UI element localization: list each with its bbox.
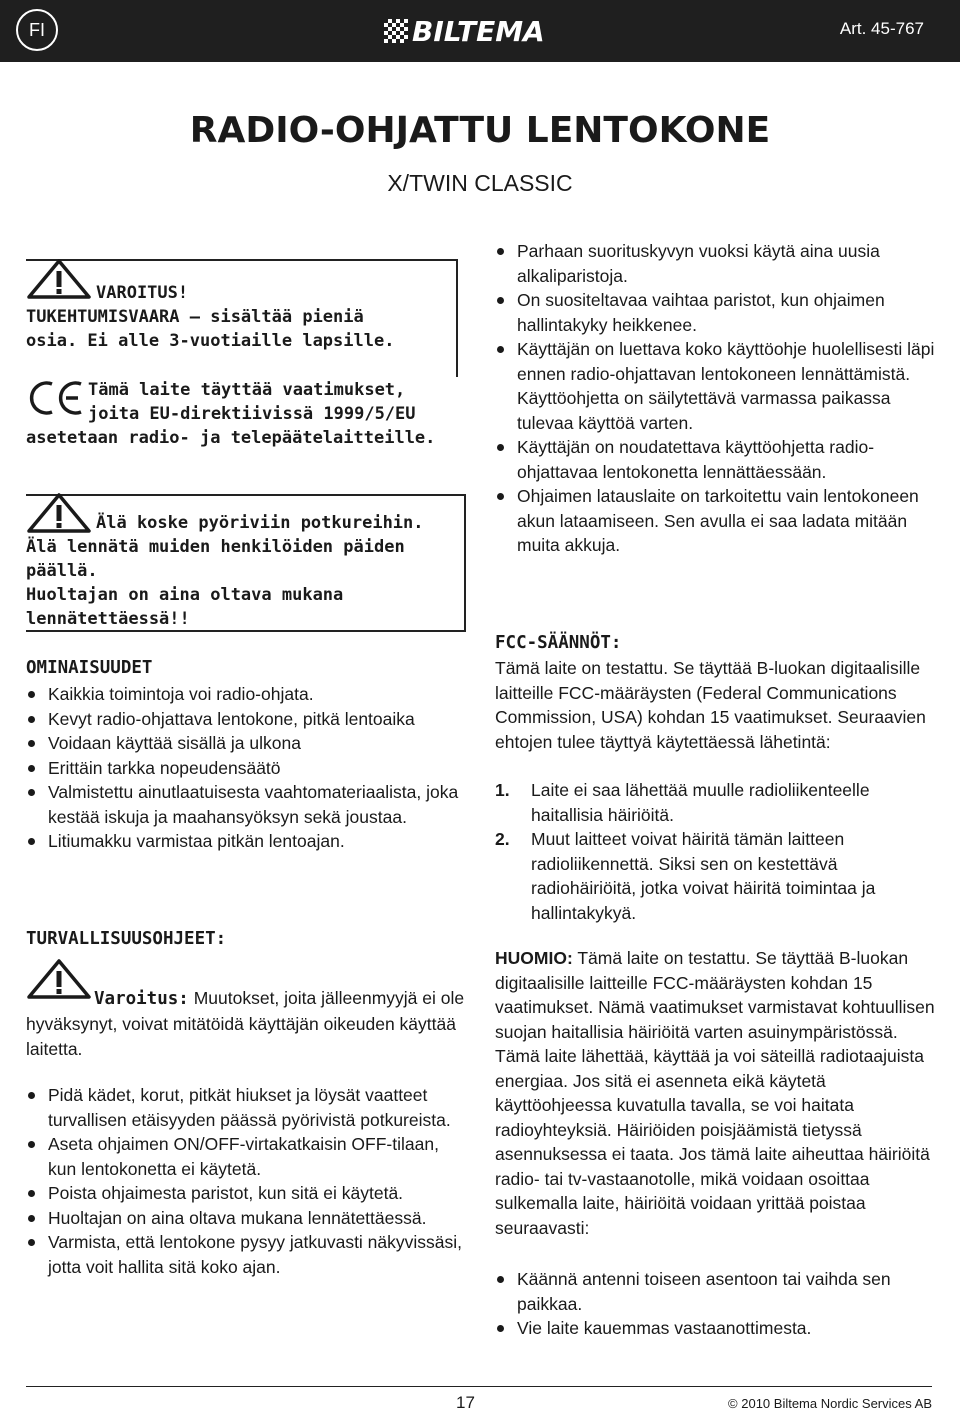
usage-list xyxy=(495,239,935,558)
features-heading: OMINAISUUDET xyxy=(26,658,153,678)
list-item: Käyttäjän on luettava koko käyttöohje huolellisesti läpi ennen radio-ohjattavan lentokoneen lennättämistä. Käyttöohjetta on säilytettävä varmassa paikassa tulevaa käyttöä varten. xyxy=(495,337,935,435)
warning2-line5: lennätettäessä!! xyxy=(26,609,190,629)
warning1-title: VAROITUS! xyxy=(96,283,189,303)
article-number: Art. 45-767 xyxy=(839,19,924,38)
fcc-intro: Tämä laite on testattu. Se täyttää B-luokan digitaalisille laitteille FCC-määräysten (Federal Communications Commission, USA) kohdan 15 vaatimukset. Seuraavien ehtojen tulee täyttyä käytettäessä lähetintä: xyxy=(495,658,926,752)
note-paragraph xyxy=(495,946,940,1240)
list-item: Valmistettu ainutlaatuisesta vaahtomateriaalista, joka kestää iskuja ja maahansyöksyn sekä joustaa. xyxy=(26,780,466,829)
list-item: Käyttäjän on noudatettava käyttöohjetta radio-ohjattavaa lentokonetta lennättäessään. xyxy=(495,435,935,484)
list-item: Ohjaimen latauslaite on tarkoitettu vain lentokoneen akun lataamiseen. Sen avulla ei saa ladata mitään muita akkuja. xyxy=(495,484,935,558)
brand-name: BILTEMA xyxy=(412,14,545,48)
list-item xyxy=(495,778,935,827)
ce-line1: Tämä laite täyttää vaatimukset, xyxy=(88,380,406,400)
brand-logo xyxy=(384,14,545,48)
safety-warning-label: Varoitus: xyxy=(94,989,189,1009)
ce-line2: joita EU-direktiivissä 1999/5/EU xyxy=(88,404,416,424)
item-text: Muut laitteet voivat häiritä tämän laitteen radioliikennettä. Siksi sen on kestettävä radiohäiriöitä, jotka voivat häiritä toimintaa ja hallintakykyä. xyxy=(531,829,876,923)
language-badge: FI xyxy=(16,9,58,51)
list-item xyxy=(495,827,935,925)
warning-triangle-icon xyxy=(26,492,92,534)
list-item: Voidaan käyttää sisällä ja ulkona xyxy=(26,731,466,756)
checkered-flag-icon xyxy=(384,19,408,43)
warning1-line2: TUKEHTUMISVAARA – sisältää pieniä xyxy=(26,307,364,327)
list-item: On suositeltavaa vaihtaa paristot, kun ohjaimen hallintakyky heikkenee. xyxy=(495,288,935,337)
header-bar xyxy=(0,0,960,62)
item-number: 1. xyxy=(495,780,510,800)
list-item: Litiumakku varmistaa pitkän lentoajan. xyxy=(26,829,466,854)
features-list xyxy=(26,682,466,854)
page-number: 17 xyxy=(456,1393,475,1412)
warning2-line2: Älä lennätä muiden henkilöiden päiden xyxy=(26,537,405,557)
list-item: Poista ohjaimesta paristot, kun sitä ei käytetä. xyxy=(26,1181,466,1206)
note-label: HUOMIO: xyxy=(495,948,573,968)
list-item: Pidä kädet, korut, pitkät hiukset ja löysät vaatteet turvallisen etäisyyden päässä pyörivistä potkureista. xyxy=(26,1083,466,1132)
list-item: Käännä antenni toiseen asentoon tai vaihda sen paikkaa. xyxy=(495,1267,935,1316)
list-item: Erittäin tarkka nopeudensäätö xyxy=(26,756,466,781)
item-text: Laite ei saa lähettää muulle radioliikenteelle haitallisia häiriöitä. xyxy=(531,780,870,825)
safety-list xyxy=(26,1083,466,1279)
warning2-line4: Huoltajan on aina oltava mukana xyxy=(26,585,344,605)
safety-heading: TURVALLISUUSOHJEET: xyxy=(26,929,227,949)
page-title: RADIO-OHJATTU LENTOKONE xyxy=(189,110,771,151)
list-item: Kevyt radio-ohjattava lentokone, pitkä lentoaika xyxy=(26,707,466,732)
list-item: Parhaan suorituskyvyn vuoksi käytä aina uusia alkaliparistoja. xyxy=(495,239,935,288)
list-item: Aseta ohjaimen ON/OFF-virtakatkaisin OFF-tilaan, kun lentokonetta ei käytetä. xyxy=(26,1132,466,1181)
copyright: © 2010 Biltema Nordic Services AB xyxy=(728,1396,932,1411)
note-text: Tämä laite on testattu. Se täyttää B-luokan digitaalisille laitteille FCC-määräysten kohdan 15 vaatimukset. Nämä vaatimukset varmistavat kohtuullisen suojan haitallisia häiriöitä varten asuinympäristössä. Tämä laite lähettää, käyttää ja voi säteillä radiotaajuista energiaa. Jos sitä ei asenneta eikä käytetä käyttöohjeessa kuvatulla tavalla, se voi haitata radioyhteyksiä. Häiriöiden poisjäämistä tietyssä asennuksessa ei taata. Jos tämä laite aiheuttaa häiriöitä radio- tai tv-vastaanotolle, mikä voidaan osoittaa sulkemalla laite, häiriöitä voidaan yrittää poistaa seuraavasti: xyxy=(495,948,935,1238)
warning2-line1: Älä koske pyöriviin potkureihin. xyxy=(96,513,424,533)
list-item: Vie laite kauemmas vastaanottimesta. xyxy=(495,1316,935,1341)
list-item: Varmista, että lentokone pysyy jatkuvasti näkyvissäsi, jotta voit hallita sitä koko ajan. xyxy=(26,1230,466,1279)
fcc-list xyxy=(495,778,935,925)
list-item: Huoltajan on aina oltava mukana lennätettäessä. xyxy=(26,1206,466,1231)
safety-warning xyxy=(26,986,466,1062)
warning1-line3: osia. Ei alle 3-vuotiaille lapsille. xyxy=(26,331,395,351)
fcc-heading: FCC-SÄÄNNÖT: xyxy=(495,633,622,653)
note-list xyxy=(495,1267,935,1341)
ce-mark-icon xyxy=(26,378,86,418)
item-number: 2. xyxy=(495,829,510,849)
ce-line3: asetetaan radio- ja telepäätelaitteille. xyxy=(26,428,436,448)
safety-warning-text: Muutokset, joita jälleenmyyjä ei ole hyväksynyt, voivat mitätöidä käyttäjän oikeuden käyttää laitetta. xyxy=(26,988,465,1059)
page-subtitle: X/TWIN CLASSIC xyxy=(387,170,573,196)
warning-triangle-icon xyxy=(26,258,92,300)
warning2-line3: päällä. xyxy=(26,561,98,581)
footer-divider xyxy=(26,1386,932,1387)
list-item: Kaikkia toimintoja voi radio-ohjata. xyxy=(26,682,466,707)
